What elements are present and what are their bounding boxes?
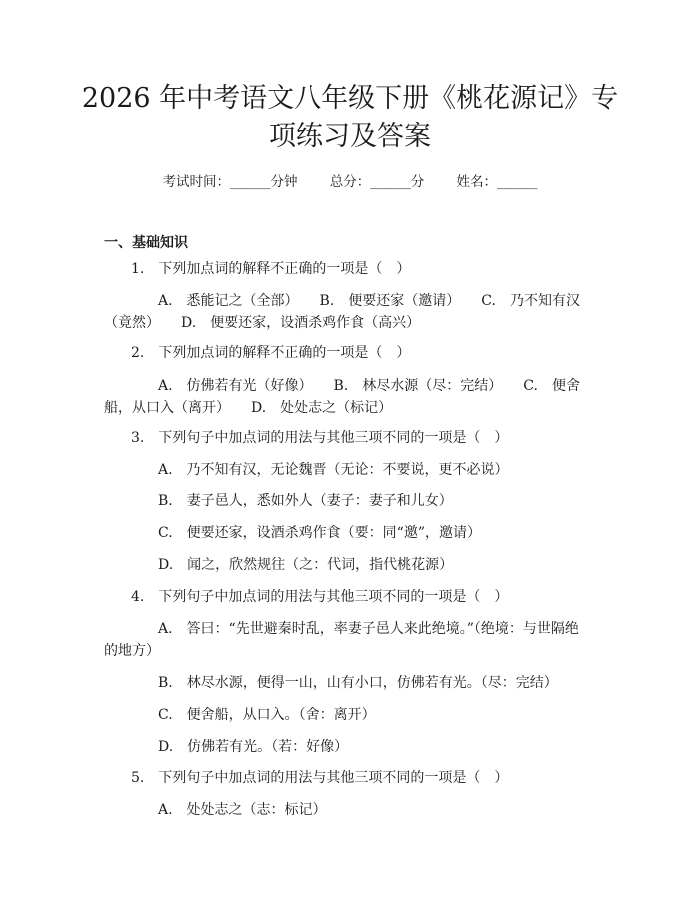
question-4-option-a-line2: 的地方） <box>104 643 160 659</box>
question-1-options-line2: （竟然） D. 便要还家，设酒杀鸡作食（高兴） <box>104 315 421 331</box>
question-4-stem: 4. 下列句子中加点词的用法与其他三项不同的一项是（ ） <box>131 589 509 605</box>
question-4-option-c: C. 便舍船，从口入。（舍：离开） <box>158 707 376 723</box>
title-line-2: 项练习及答案 <box>269 121 431 152</box>
section-heading: 一、基础知识 <box>104 235 188 251</box>
question-4-option-b: B. 林尽水源，便得一山，山有小口，仿佛若有光。（尽：完结） <box>158 675 558 691</box>
title-line-1: 2026 年中考语文八年级下册《桃花源记》专 <box>81 83 619 114</box>
question-2-stem: 2. 下列加点词的解释不正确的一项是（ ） <box>131 345 411 361</box>
question-3-stem: 3. 下列句子中加点词的用法与其他三项不同的一项是（ ） <box>131 430 509 446</box>
total-score: 总分：______分 <box>329 174 425 190</box>
question-2-options-line2: 船，从口入（离开） D. 处处志之（标记） <box>104 400 393 416</box>
document-title <box>60 80 640 156</box>
student-name: 姓名：______ <box>456 174 538 190</box>
exam-time: 考试时间：______分钟 <box>162 174 298 190</box>
question-1-stem: 1. 下列加点词的解释不正确的一项是（ ） <box>131 261 411 277</box>
question-4-option-a-line1: A. 答曰：“先世避秦时乱，率妻子邑人来此绝境。”（绝境：与世隔绝 <box>158 621 579 637</box>
question-3-option-d: D. 闻之，欣然规往（之：代词，指代桃花源） <box>158 557 454 573</box>
question-5-option-a: A. 处处志之（志：标记） <box>158 802 327 818</box>
question-3-option-b: B. 妻子邑人，悉如外人（妻子：妻子和儿女） <box>158 493 453 509</box>
question-3-option-a: A. 乃不知有汉，无论魏晋（无论：不要说，更不必说） <box>158 462 509 478</box>
question-3-option-c: C. 便要还家，设酒杀鸡作食（要：同“邀”，邀请） <box>158 525 481 541</box>
question-1-options-line1: A. 悉能记之（全部） B. 便要还家（邀请） C. 乃不知有汉 <box>158 293 580 309</box>
question-5-stem: 5. 下列句子中加点词的用法与其他三项不同的一项是（ ） <box>131 770 509 786</box>
question-4-option-d: D. 仿佛若有光。（若：好像） <box>158 739 349 755</box>
exam-meta <box>0 170 700 190</box>
question-2-options-line1: A. 仿佛若有光（好像） B. 林尽水源（尽：完结） C. 便舍 <box>158 378 580 394</box>
